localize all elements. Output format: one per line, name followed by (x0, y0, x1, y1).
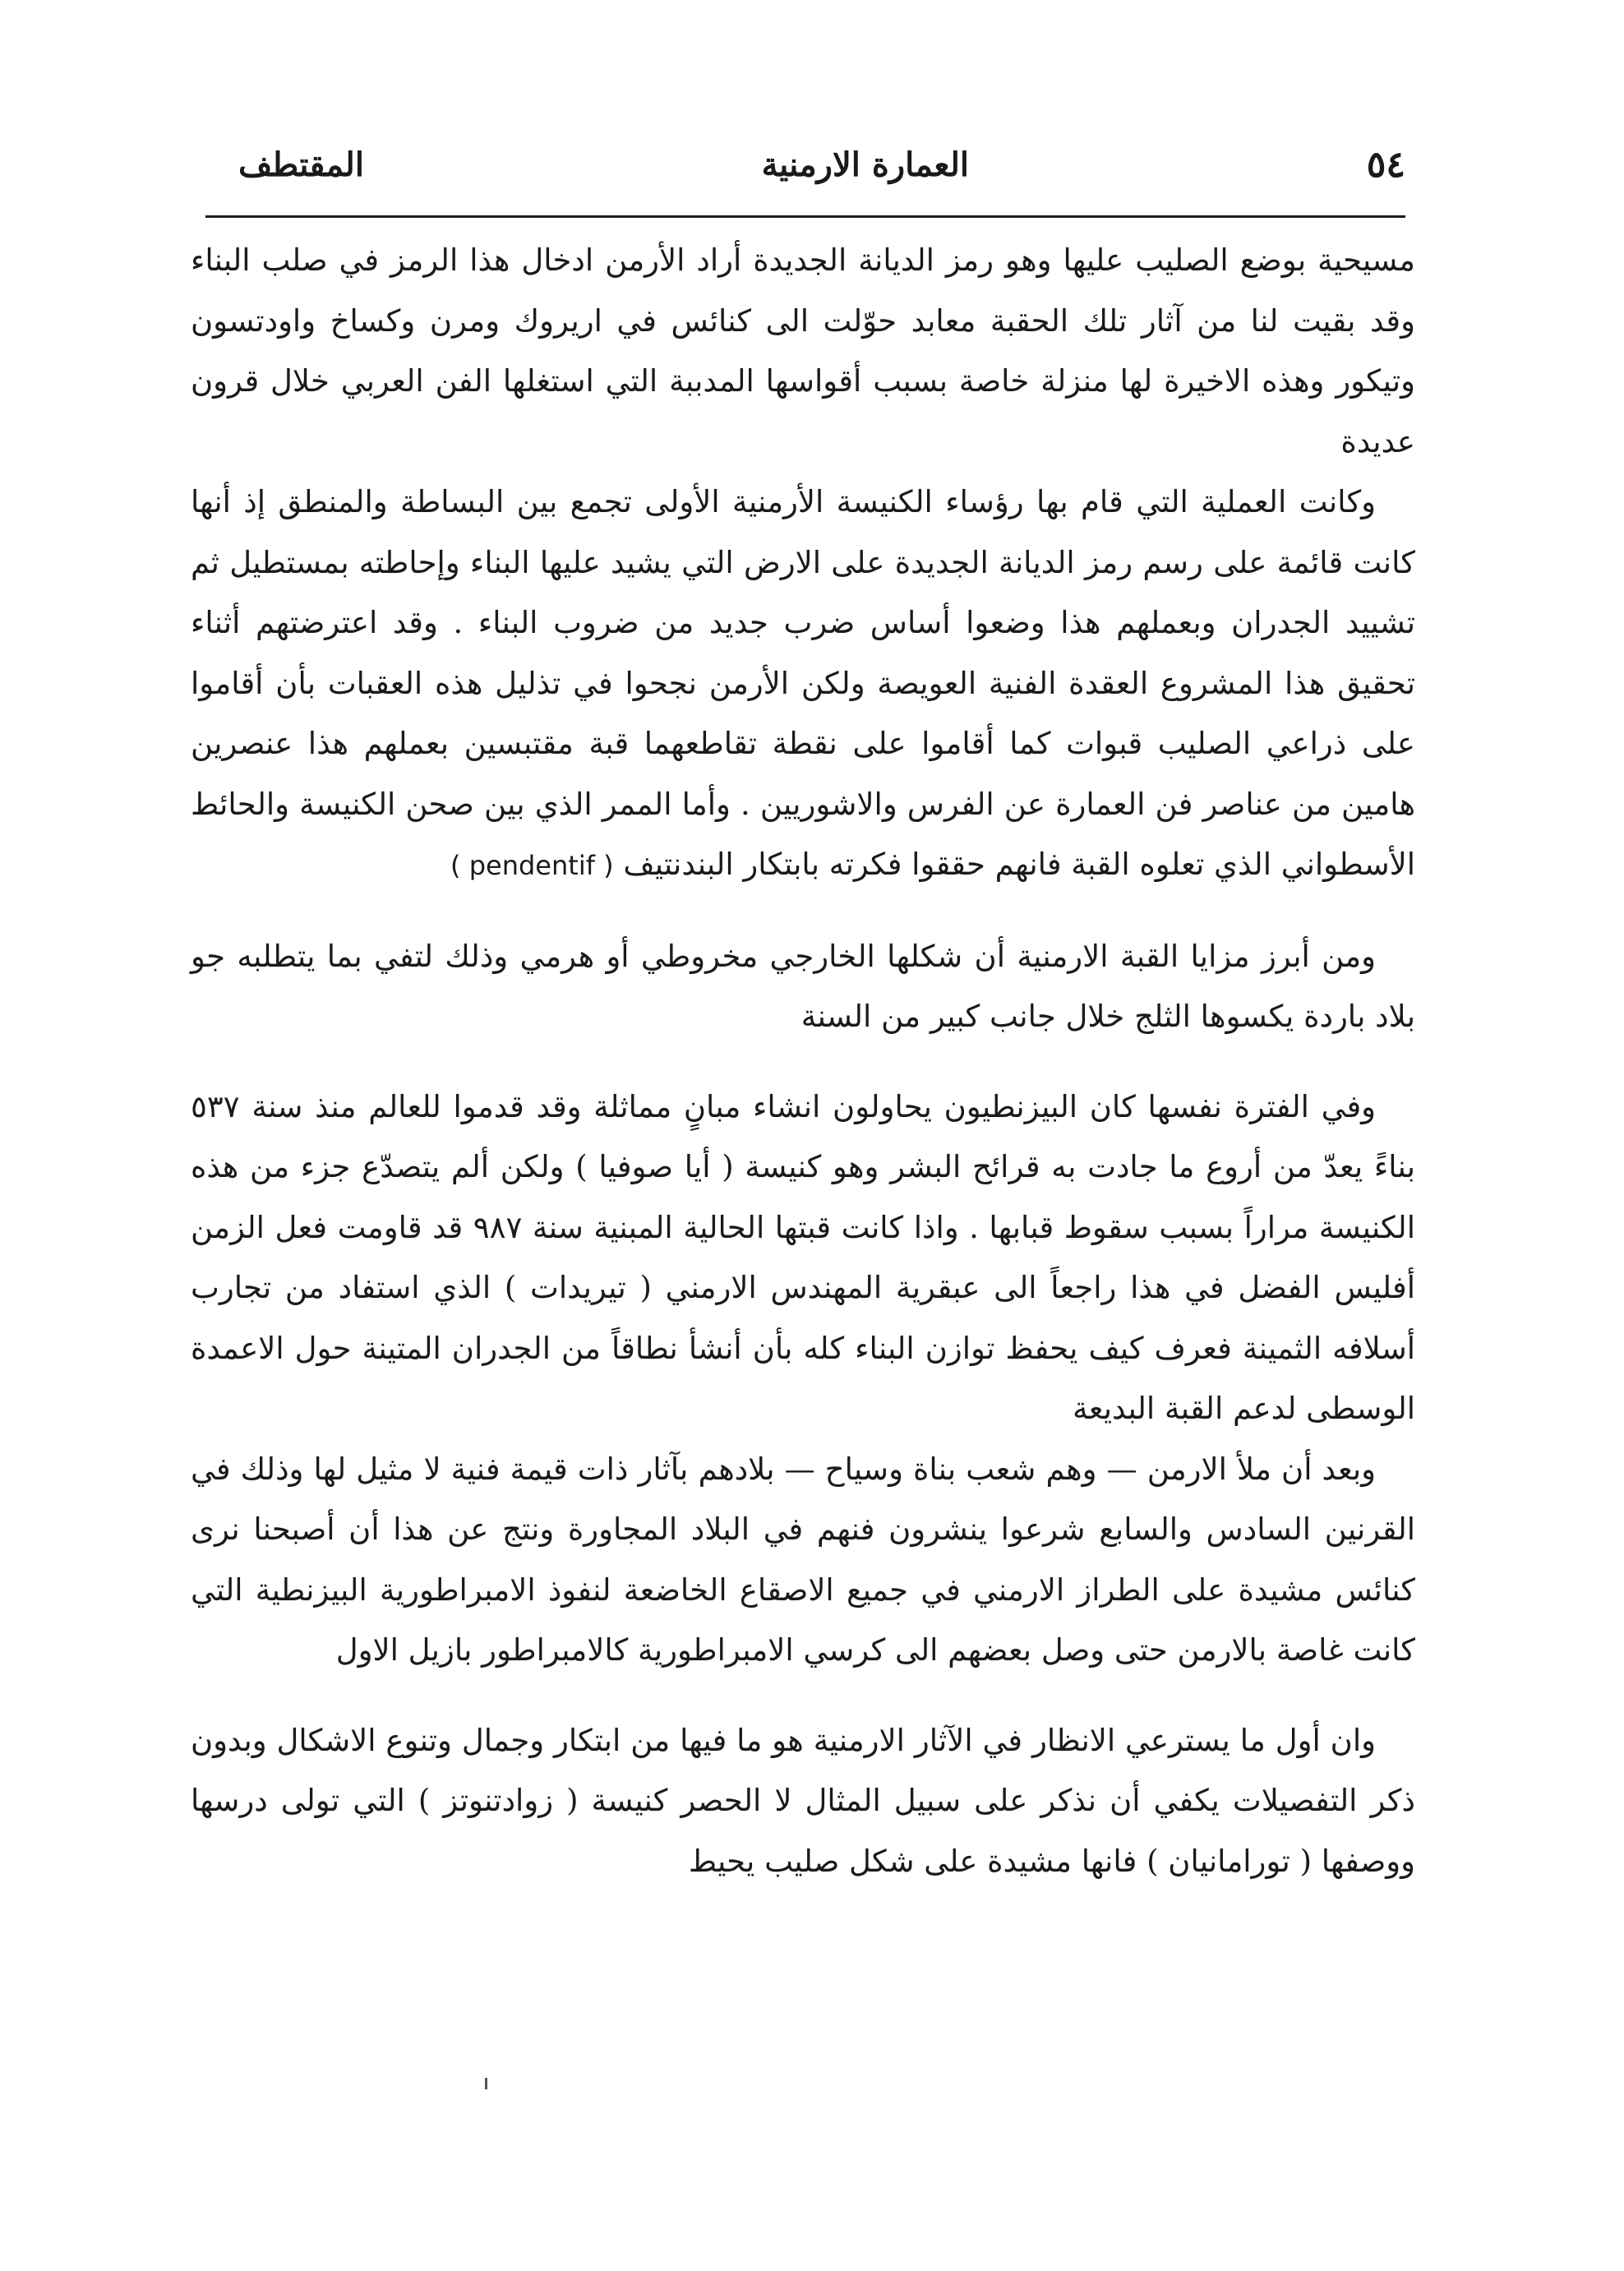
page-number: ٥٤ (1366, 143, 1405, 186)
paragraph-6: وان أول ما يسترعي الانظار في الآثار الارمنية هو ما فيها من ابتكار وجمال وتنوع الاشكال وبدون ذكر التفصيلات يكفي أن نذكر على سبيل المثال لا الحصر كنيسة ( زوادتنوتز ) التي تولى درسها ووصفها ( تورامانيان ) فانها مشيدة على شكل صليب يحيط (191, 1722, 1415, 1879)
header-divider (205, 215, 1405, 218)
paragraph-3: ومن أبرز مزايا القبة الارمنية أن شكلها الخارجي مخروطي أو هرمي وذلك لتفي بما يتطلبه جو بلاد باردة يكسوها الثلج خلال جانب كبير من السنة (191, 938, 1415, 1034)
scan-speck (485, 2078, 487, 2089)
paragraph-2-text: وكانت العملية التي قام بها رؤساء الكنيسة الأرمنية الأولى تجمع بين البساطة والمنطق إذ أنها كانت قائمة على رسم رمز الديانة الجديدة على الارض التي يشيد عليها البناء وإحاطته بمستطيل ثم تشييد الجدران وبعملهم هذا وضعوا أساس ضرب جديد من ضروب البناء . وقد اعترضتهم أثناء تحقيق هذا المشروع العقدة الفنية العويصة ولكن الأرمن نجحوا في تذليل هذه العقبات بأن أقاموا على ذراعي الصليب قبوات كما أقاموا على نقطة تقاطعهما قبة مقتبسين بعملهم هذا عنصرين هامين من عناصر فن العمارة عن الفرس والاشوريين . وأما الممر الذي بين صحن الكنيسة والحائط الأسطواني الذي تعلوه القبة فانهم حققوا فكرته بابتكار البندنتيف (191, 484, 1415, 882)
article-body (191, 230, 1415, 1891)
paragraph-2 (191, 472, 1415, 897)
journal-name: المقتطف (238, 145, 364, 184)
running-header (238, 136, 1405, 193)
paragraph-1: مسيحية بوضع الصليب عليها وهو رمز الديانة الجديدة أراد الأرمن ادخال هذا الرمز في صلب البناء وقد بقيت لنا من آثار تلك الحقبة معابد حوّلت الى كنائس في اريروك ومرن وكساخ واودتسون وتيكور وهذه الاخيرة لها منزلة خاصة بسبب أقواسها المدببة التي استغلها الفن العربي خلال قرون عديدة (191, 242, 1415, 459)
paragraph-5: وبعد أن ملأ الارمن — وهم شعب بناة وسياح — بلادهم بآثار ذات قيمة فنية لا مثيل لها وذلك في القرنين السادس والسابع شرعوا ينشرون فنهم في البلاد المجاورة ونتج عن هذا أن أصبحنا نرى كنائس مشيدة على الطراز الارمني في جميع الاصقاع الخاضعة لنفوذ الامبراطورية البيزنطية التي كانت غاصة بالارمن حتى وصل بعضهم الى كرسي الامبراطورية كالامبراطور بازيل الاول (191, 1451, 1415, 1668)
paragraph-4: وفي الفترة نفسها كان البيزنطيون يحاولون انشاء مبانٍ مماثلة وقد قدموا للعالم منذ سنة ٥٣٧ بناءً يعدّ من أروع ما جادت به قرائح البشر وهو كنيسة ( أيا صوفيا ) ولكن ألم يتصدّع جزء من هذه الكنيسة مراراً بسبب سقوط قبابها . واذا كانت قبتها الحالية المبنية سنة ٩٨٧ قد قاومت فعل الزمن أفليس الفضل في هذا راجعاً الى عبقرية المهندس الارمني ( تيريدات ) الذي استفاد من تجارب أسلافه الثمينة فعرف كيف يحفظ توازن البناء كله بأن أنشأ نطاقاً من الجدران المتينة حول الاعمدة الوسطى لدعم القبة البديعة (191, 1088, 1415, 1426)
latin-term-pendentif: ( pendentif ) (450, 850, 614, 881)
article-title: العمارة الارمنية (761, 145, 970, 184)
